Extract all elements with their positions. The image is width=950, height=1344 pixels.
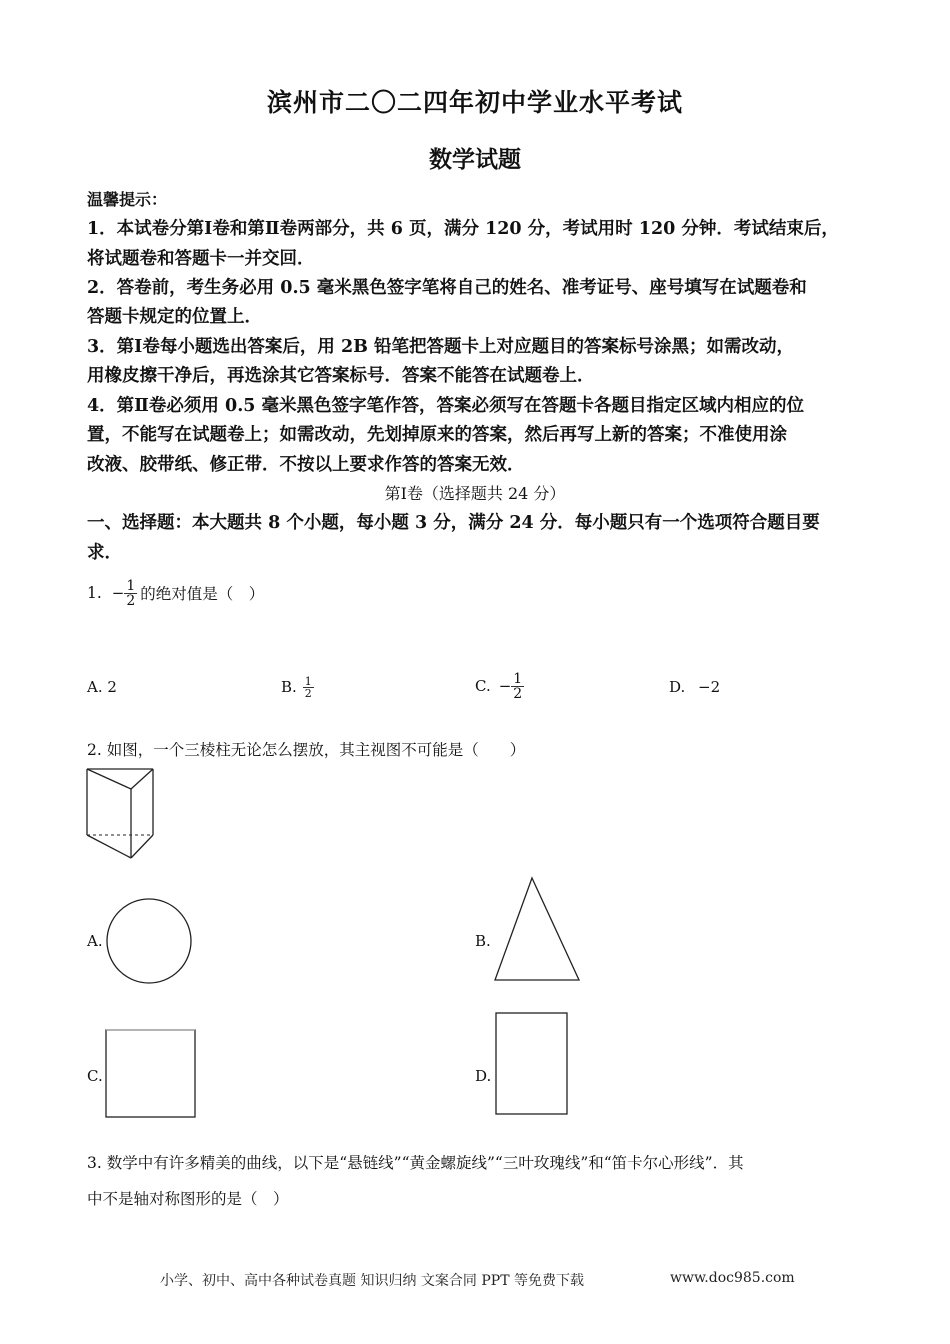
triangular-prism-figure: [84, 766, 158, 862]
fraction-one-half: [124, 579, 137, 608]
notice-line: 4．第Ⅱ卷必须用 0.5 毫米黑色签字笔作答，答案必须写在答题卡各题目指定区域内相应的位: [87, 396, 805, 416]
triangle-shape: [492, 875, 582, 983]
rectangle-shape: [494, 1011, 570, 1117]
notice-line: 改液、胶带纸、修正带．不按以上要求作答的答案无效．: [87, 455, 525, 475]
q2-option-a[interactable]: A.: [87, 932, 103, 950]
notice-line: 答题卡规定的位置上．: [87, 307, 262, 327]
notice-heading: 温馨提示：: [87, 190, 168, 209]
q2-option-c[interactable]: C.: [87, 1067, 103, 1085]
q2-option-b[interactable]: B.: [475, 932, 491, 950]
question-number: 1.: [87, 584, 102, 602]
question-2-stem: 2. 如图，一个三棱柱无论怎么摆放，其主视图不可能是（ ）: [87, 741, 526, 759]
question-3-stem-line2: 中不是轴对称图形的是（ ）: [87, 1190, 289, 1208]
q1-option-a[interactable]: A. 2: [87, 678, 117, 696]
notice-line: 2．答卷前，考生务必用 0.5 毫米黑色签字笔将自己的姓名、准考证号、座号填写在试题卷和: [87, 278, 807, 298]
fraction-one-half: [303, 676, 314, 699]
fraction-one-half: [511, 672, 524, 701]
exam-subtitle: 数学试题: [429, 146, 521, 173]
option-label: D.: [669, 678, 686, 696]
minus-sign: −: [111, 584, 125, 602]
square-shape: [104, 1028, 198, 1120]
notice-line: 用橡皮擦干净后，再选涂其它答案标号．答案不能答在试题卷上．: [87, 366, 595, 386]
notice-line: 置，不能写在试题卷上；如需改动，先划掉原来的答案，然后再写上新的答案；不准使用涂: [87, 425, 787, 445]
option-label: B.: [281, 678, 297, 696]
question-1: [87, 568, 264, 618]
option-value: −2: [698, 678, 721, 696]
notice-line: 1．本试卷分第Ⅰ卷和第Ⅱ卷两部分，共 6 页，满分 120 分，考试用时 120 分钟．考试结束后，: [87, 219, 839, 239]
fraction-numerator: 1: [304, 674, 312, 688]
footer-text: 小学、初中、高中各种试卷真题 知识归纳 文案合同 PPT 等免费下载: [160, 1273, 584, 1289]
exam-title: 滨州市二〇二四年初中学业水平考试: [266, 88, 683, 117]
fraction-denominator: 2: [513, 685, 523, 702]
q1-option-d[interactable]: [669, 678, 720, 696]
section-heading: 第Ⅰ卷（选择题共 24 分）: [384, 484, 566, 503]
q2-option-d[interactable]: D.: [475, 1067, 492, 1085]
question-stem: 的绝对值是（ ）: [140, 585, 265, 603]
notice-line: 3．第Ⅰ卷每小题选出答案后，用 2B 铅笔把答题卡上对应题目的答案标号涂黑；如需改动，: [87, 337, 795, 357]
fraction-numerator: 1: [513, 670, 523, 687]
minus-sign: −: [498, 677, 512, 695]
circle-shape: [104, 897, 194, 985]
fraction-denominator: 2: [126, 592, 136, 609]
section-instruction: 求．: [87, 543, 122, 563]
section-instruction: 一、选择题：本大题共 8 个小题，每小题 3 分，满分 24 分．每小题只有一个选项符合题目要: [87, 513, 820, 533]
option-label: C.: [475, 677, 491, 695]
question-3-stem-line1: 3. 数学中有许多精美的曲线，以下是“悬链线”“黄金螺旋线”“三叶玫瑰线”和“笛卡尔心形线”．其: [87, 1154, 744, 1172]
fraction-numerator: 1: [126, 577, 136, 594]
q1-option-c[interactable]: [475, 651, 524, 721]
footer-url-link[interactable]: www.doc985.com: [670, 1270, 795, 1286]
fraction-denominator: 2: [304, 686, 312, 700]
q1-option-b[interactable]: [281, 663, 314, 711]
notice-line: 将试题卷和答题卡一并交回．: [87, 249, 315, 269]
